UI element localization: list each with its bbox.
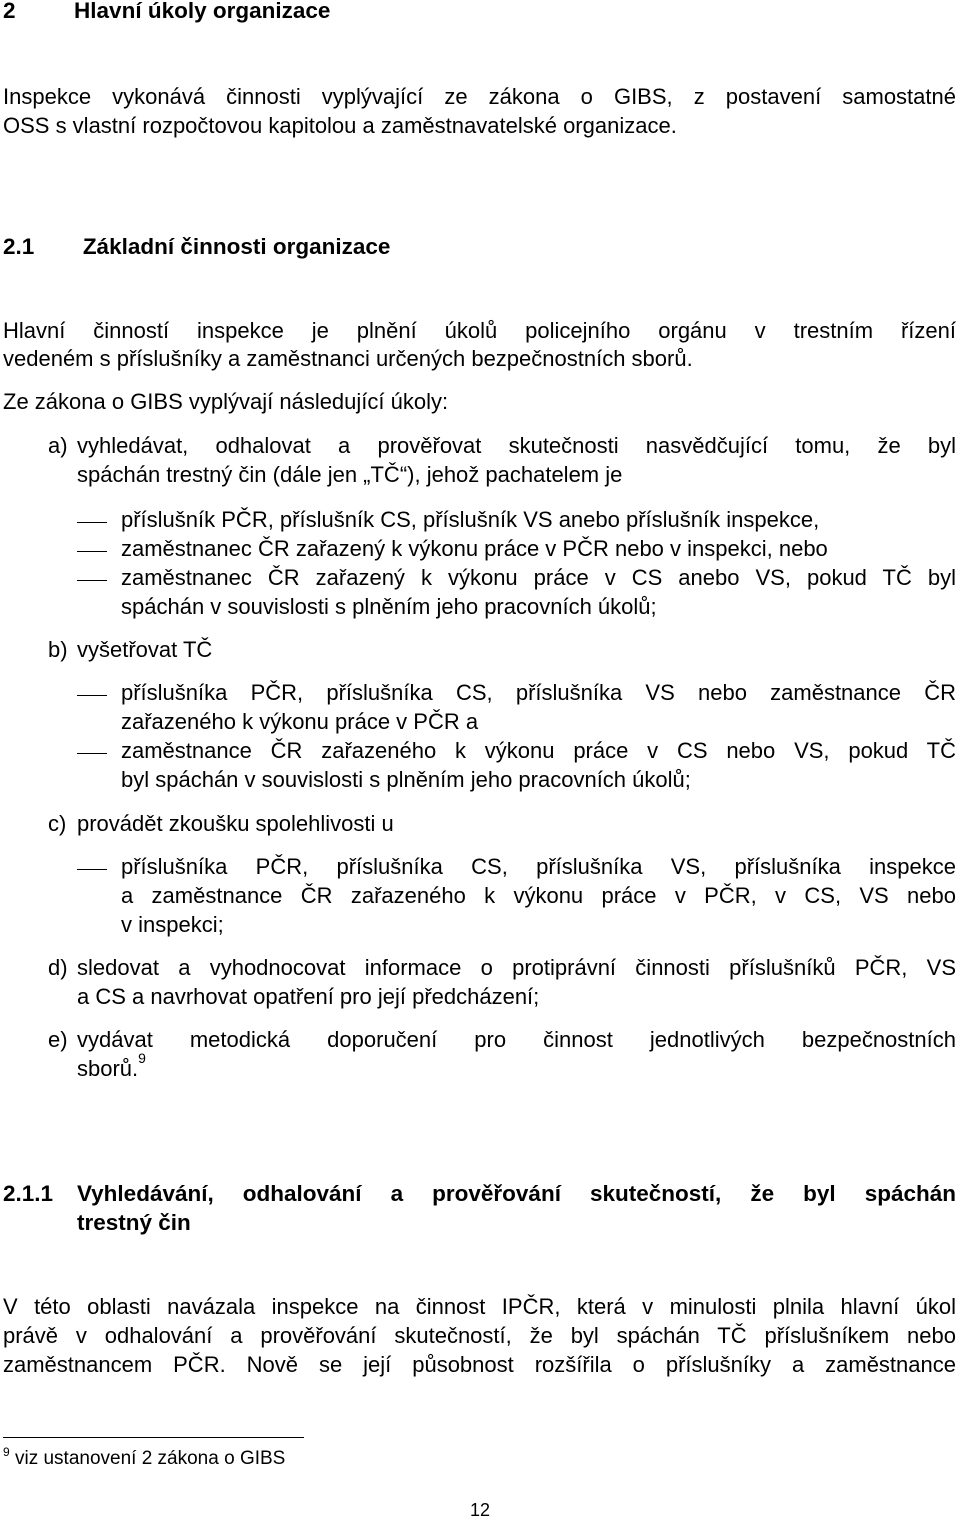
para-211-line-3: zaměstnancem PČR. Nově se její působnost rozšířila o příslušníky a zaměstnance <box>3 1352 956 1377</box>
item-c-sub-1-line-2: a zaměstnance ČR zařazeného k výkonu práce v PČR, v CS, VS nebo <box>121 883 956 908</box>
page-number: 12 <box>469 1500 491 1520</box>
item-a-sub-3-line-2: spáchán v souvislosti s plněním jeho pracovních úkolů; <box>121 594 657 619</box>
item-c-line-1: provádět zkoušku spolehlivosti u <box>77 811 394 836</box>
item-a-sub-1: příslušník PČR, příslušník CS, příslušník VS anebo příslušník inspekce, <box>121 507 820 532</box>
para-main-line-1: Hlavní činností inspekce je plnění úkolů policejního orgánu v trestním řízení <box>3 318 956 343</box>
intro-line-1: Inspekce vykonává činnosti vyplývající ze zákona o GIBS, z postavení samostatné <box>3 84 956 109</box>
item-c-sub-1-line-1: příslušníka PČR, příslušníka CS, příslušníka VS, příslušníka inspekce <box>121 854 956 879</box>
heading-2-1-1-title-line-1: Vyhledávání, odhalování a prověřování skutečností, že byl spáchán <box>77 1181 956 1206</box>
footnote-rule <box>3 1437 304 1438</box>
item-b-sub-1-line-1: příslušníka PČR, příslušníka CS, příslušníka VS nebo zaměstnance ČR <box>121 680 956 705</box>
dash-c1 <box>77 869 107 870</box>
heading-2-1-title: Základní činnosti organizace <box>82 234 391 259</box>
tasks-intro: Ze zákona o GIBS vyplývají následující úkoly: <box>3 389 449 414</box>
item-c-marker: c) <box>48 811 67 836</box>
item-b-sub-2-line-2: byl spáchán v souvislosti s plněním jeho pracovních úkolů; <box>121 767 691 792</box>
item-a-marker: a) <box>48 433 68 458</box>
para-211-line-2: právě v odhalování a prověřování skutečností, že byl spáchán TČ příslušníkem nebo <box>3 1323 956 1348</box>
heading-2 <box>3 0 330 24</box>
item-a-sub-2: zaměstnanec ČR zařazený k výkonu práce v PČR nebo v inspekci, nebo <box>121 536 828 561</box>
item-a-line-1: vyhledávat, odhalovat a prověřovat skutečnosti nasvědčující tomu, že byl <box>77 433 956 458</box>
item-b-line-1: vyšetřovat TČ <box>77 637 213 662</box>
heading-2-1 <box>3 234 390 260</box>
item-d-marker: d) <box>48 955 68 980</box>
heading-2-1-1-title-line-2: trestný čin <box>77 1210 191 1235</box>
footnote-text: viz ustanovení 2 zákona o GIBS <box>14 1448 286 1469</box>
item-d-line-2: a CS a navrhovat opatření pro její předcházení; <box>77 984 540 1009</box>
item-d-line-1: sledovat a vyhodnocovat informace o protiprávní činnosti příslušníků PČR, VS <box>77 955 956 980</box>
heading-2-title: Hlavní úkoly organizace <box>74 0 331 23</box>
heading-2-number: 2 <box>3 0 16 23</box>
para-main-line-2: vedeném s příslušníky a zaměstnanci určených bezpečnostních sborů. <box>3 346 693 371</box>
dash-b2 <box>77 753 107 754</box>
footnote-ref-9[interactable]: 9 <box>138 1050 146 1066</box>
footnote-number: 9 <box>3 1445 10 1459</box>
para-211-line-1: V této oblasti navázala inspekce na činnost IPČR, která v minulosti plnila hlavní úkol <box>3 1294 956 1319</box>
item-b-sub-1-line-2: zařazeného k výkonu práce v PČR a <box>121 709 479 734</box>
intro-line-2: OSS s vlastní rozpočtovou kapitolou a zaměstnavatelské organizace. <box>3 113 677 138</box>
item-b-sub-2-line-1: zaměstnance ČR zařazeného k výkonu práce v CS nebo VS, pokud TČ <box>121 738 956 763</box>
item-b-marker: b) <box>48 637 68 662</box>
item-a-sub-3-line-1: zaměstnanec ČR zařazený k výkonu práce v CS anebo VS, pokud TČ byl <box>121 565 956 590</box>
dash-a3 <box>77 580 107 581</box>
footnote-9 <box>3 1445 286 1470</box>
item-a-line-2: spáchán trestný čin (dále jen „TČ“), jehož pachatelem je <box>77 462 623 487</box>
item-e-line-2-text: sborů. <box>77 1056 139 1081</box>
item-e-line-1: vydávat metodická doporučení pro činnost jednotlivých bezpečnostních <box>77 1027 956 1052</box>
heading-2-1-number: 2.1 <box>3 234 35 259</box>
dash-a2 <box>77 551 107 552</box>
dash-b1 <box>77 695 107 696</box>
item-e-line-2 <box>77 1050 146 1082</box>
item-c-sub-1-line-3: v inspekci; <box>121 912 224 937</box>
item-e-marker: e) <box>48 1027 68 1052</box>
heading-2-1-1-number: 2.1.1 <box>3 1181 54 1206</box>
dash-a1 <box>77 522 107 523</box>
